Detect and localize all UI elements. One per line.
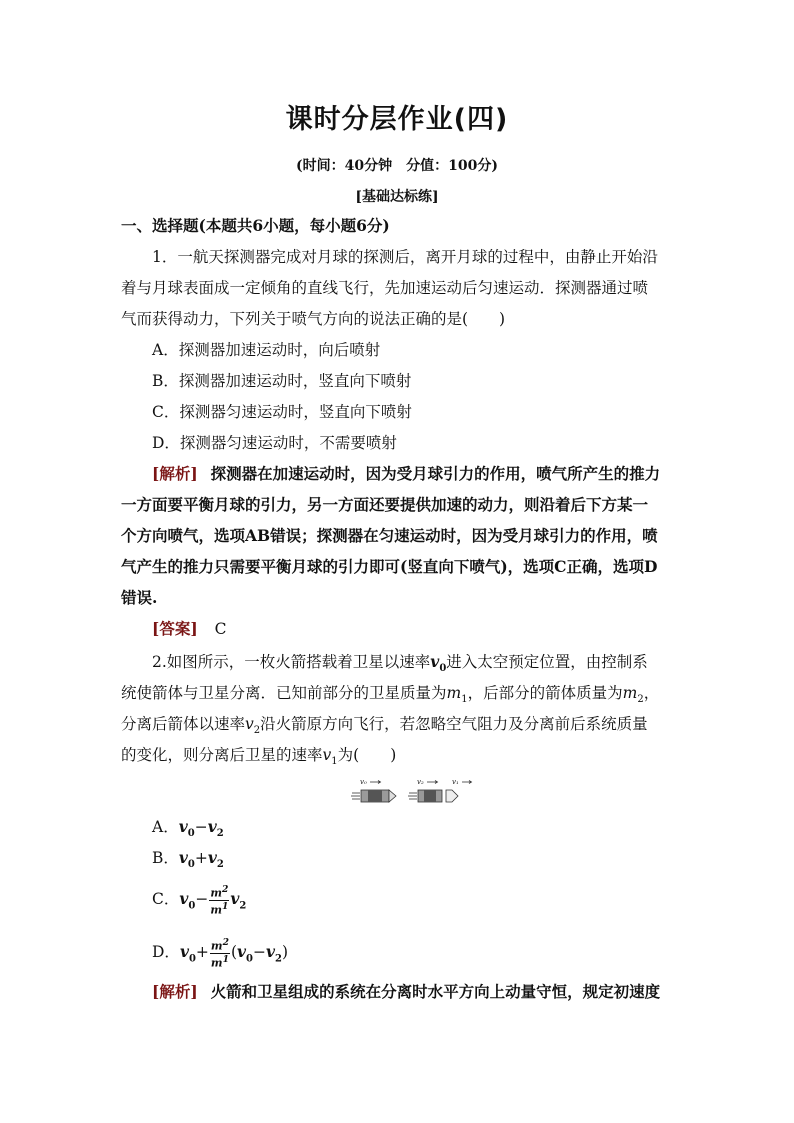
frac-numerator (210, 937, 230, 954)
q2-line-1 (152, 651, 648, 680)
var-v: v (230, 889, 240, 909)
sub: 2 (637, 694, 644, 706)
sub: 0 (246, 953, 253, 965)
q2-text: 统使箭体与卫星分离．已知前部分的卫星质量为 (121, 684, 447, 702)
sub: 1 (331, 756, 338, 768)
option-label: D． (152, 943, 180, 962)
sub: 0 (439, 663, 447, 675)
var-v: v (179, 942, 189, 962)
q1-analysis-line-5: 错误. (121, 588, 158, 607)
sub: 0 (188, 953, 196, 965)
minus-sign: − (194, 818, 208, 836)
q1-option-d: D．探测器匀速运动时，不需要喷射 (152, 434, 397, 452)
q1-analysis-line-2: 一方面要平衡月球的引力，另一方面还要提供加速的动力，则沿着后下方某一 (121, 495, 649, 514)
q2-text: 分离后箭体以速率 (121, 715, 246, 733)
sub: 0 (188, 900, 196, 912)
rocket-figure (348, 776, 473, 808)
var-v: v (207, 817, 217, 836)
meta-info: (时间：40分钟 分值：100分) (296, 158, 498, 174)
sub: 0 (187, 859, 195, 871)
var-v: v (265, 942, 275, 962)
q2-text: 沿火箭原方向飞行，若忽略空气阻力及分离前后系统质量 (260, 715, 648, 733)
sub: 2 (216, 859, 224, 871)
q2-line-3 (121, 713, 648, 742)
q1-analysis-line-4: 气产生的推力只需要平衡月球的引力即可(竖直向下喷气)，选项C正确，选项D (121, 557, 658, 576)
page-title: 课时分层作业(四) (285, 104, 509, 135)
fig-label-v0: v₀ (360, 778, 367, 786)
minus-sign: − (195, 890, 209, 909)
var-v: v (430, 652, 440, 671)
q2-text: ，后部分的箭体质量为 (467, 684, 623, 702)
fraction-m2-m1 (209, 884, 229, 916)
q2-option-a (152, 816, 224, 845)
fig-label-v1: v₁ (452, 778, 459, 786)
sup: 1 (222, 953, 229, 965)
section-heading: [基础达标练] (355, 189, 439, 205)
answer-value: C (214, 620, 227, 638)
sup: 2 (222, 937, 229, 948)
var-v: v (178, 848, 188, 867)
sub: 2 (275, 953, 282, 965)
q2-text: 2.如图所示，一枚火箭搭载着卫星以速率 (152, 653, 431, 671)
var-v: v (237, 942, 247, 962)
frac-denominator (210, 954, 230, 970)
var-m: m (210, 886, 222, 900)
minus-sign: − (252, 943, 266, 962)
var-m: m (210, 939, 223, 953)
q2-text: 为( ) (337, 746, 397, 764)
q2-analysis-line-1 (152, 981, 660, 1003)
fig-label-v2: v₂ (417, 778, 424, 786)
plus-sign: + (194, 849, 208, 867)
option-label: C． (152, 890, 180, 909)
analysis-text: 火箭和卫星组成的系统在分离时水平方向上动量守恒，规定初速度 (210, 982, 661, 1001)
analysis-tag: [解析] (152, 464, 198, 483)
analysis-tag: [解析] (152, 982, 198, 1001)
frac-numerator (209, 884, 229, 901)
var-v: v (179, 889, 189, 909)
var-m: m (210, 956, 223, 970)
frac-denominator (209, 901, 229, 917)
var-v: v (178, 817, 188, 836)
q2-option-d: D．$v_0+$ $\frac{m^2}{m^1}$ $(v_0-v_2)$ (152, 937, 289, 970)
sup: 1 (222, 900, 229, 912)
q2-text: 进入太空预定位置，由控制系 (446, 653, 648, 671)
q2-option-c (152, 884, 246, 917)
q1-answer (152, 618, 226, 640)
var-m: m (622, 684, 638, 702)
q2-option-b (152, 847, 224, 876)
var-v: v (322, 746, 332, 764)
q1-analysis-line-3: 个方向喷气，选项AB错误；探测器在匀速运动时，因为受月球引力的作用，喷 (121, 526, 658, 545)
plus-sign: + (195, 943, 209, 962)
sub: 2 (253, 725, 261, 737)
q2-text: 的变化，则分离后卫星的速率 (121, 746, 323, 764)
var-v: v (245, 715, 254, 733)
q2-line-2 (121, 682, 659, 711)
analysis-text: 探测器在加速运动时，因为受月球引力的作用，喷气所产生的推力 (210, 464, 661, 483)
sub: 0 (187, 828, 195, 840)
sub: 1 (461, 694, 468, 706)
q1-line-3: 气而获得动力，下列关于喷气方向的说法正确的是( ) (121, 310, 506, 328)
q1-line-1: 1．一航天探测器完成对月球的探测后，离开月球的过程中，由静止开始沿 (152, 248, 658, 266)
sup: 2 (222, 884, 229, 895)
q1-analysis-line-1 (152, 463, 660, 485)
q1-option-c: C．探测器匀速运动时，竖直向下喷射 (152, 403, 412, 421)
sub: 2 (216, 828, 224, 840)
q1-option-b: B．探测器加速运动时，竖直向下喷射 (152, 372, 412, 390)
fraction-m2-m1 (210, 937, 230, 969)
q2-line-4 (121, 744, 396, 773)
q1-option-a: A．探测器加速运动时，向后喷射 (152, 341, 381, 359)
part-heading: 一、选择题(本题共6小题，每小题6分) (121, 216, 390, 235)
answer-tag: [答案] (152, 619, 198, 638)
option-label: A． (152, 818, 179, 836)
var-m: m (210, 903, 222, 917)
q2-text: ， (643, 684, 660, 702)
option-label: B． (152, 849, 179, 867)
q1-line-2: 着与月球表面成一定倾角的直线飞行，先加速运动后匀速运动．探测器通过喷 (121, 279, 649, 297)
var-m: m (446, 684, 462, 702)
sub: 2 (239, 900, 247, 912)
var-v: v (207, 848, 217, 867)
